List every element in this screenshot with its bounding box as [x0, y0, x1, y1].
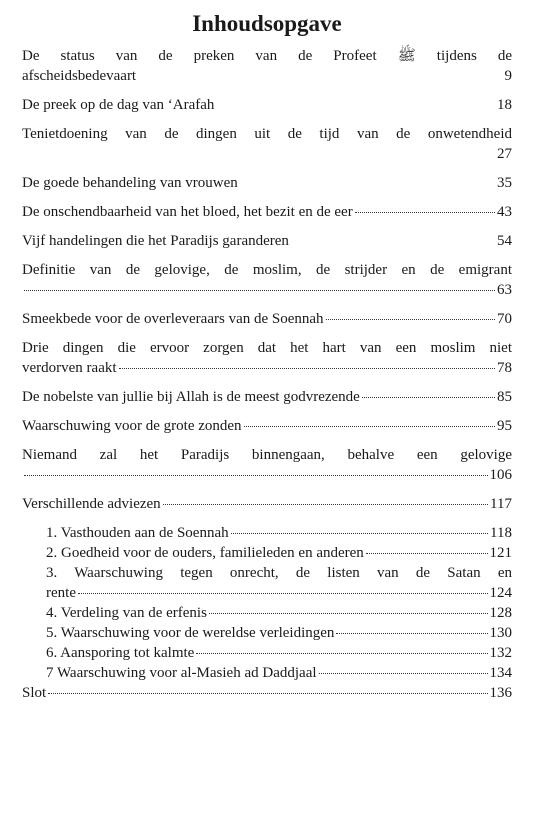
- page-number: 70: [497, 311, 512, 327]
- dot-leader: [196, 653, 487, 654]
- toc-entry[interactable]: [22, 563, 512, 603]
- dot-leader: [209, 613, 488, 614]
- toc-entry[interactable]: [22, 623, 512, 643]
- dot-leader: [362, 397, 495, 398]
- page-number: 54: [497, 233, 512, 249]
- entry-last-line: [22, 95, 512, 115]
- page-number: 43: [497, 204, 512, 220]
- entry-last-line: [22, 387, 512, 407]
- toc-entry[interactable]: [22, 643, 512, 663]
- dot-leader: [231, 533, 488, 534]
- entry-title-line: De status van de preken van de Profeet ﷺ tijdens de: [22, 48, 512, 64]
- entry-title-line: verdorven raakt: [22, 360, 117, 376]
- entry-last-line: [22, 416, 512, 436]
- entry-line: [22, 445, 512, 465]
- page-number: 85: [497, 389, 512, 405]
- entry-last-line: [46, 663, 512, 683]
- entry-title-line: 7 Waarschuwing voor al-Masieh ad Daddjaal: [46, 665, 317, 681]
- toc-entry[interactable]: [22, 494, 512, 514]
- page-number: 136: [489, 685, 512, 701]
- toc-entry[interactable]: [22, 95, 512, 115]
- entry-title-line: Niemand zal het Paradijs binnengaan, behalve een gelovige: [22, 447, 512, 463]
- entry-line: [22, 338, 512, 358]
- dot-leader: [326, 319, 495, 320]
- entry-last-line: [22, 494, 512, 514]
- entry-line: [22, 124, 512, 144]
- page-number: 18: [497, 97, 512, 113]
- entry-title-line: De nobelste van jullie bij Allah is de meest godvrezende: [22, 389, 360, 405]
- page-number: 134: [489, 665, 512, 681]
- toc-entry[interactable]: [22, 603, 512, 623]
- entry-title-line: 2. Goedheid voor de ouders, familieleden en anderen: [46, 545, 364, 561]
- page-number: 78: [497, 360, 512, 376]
- entry-title-line: 1. Vasthouden aan de Soennah: [46, 525, 229, 541]
- toc-entry[interactable]: [22, 173, 512, 193]
- page-number: 9: [504, 68, 512, 84]
- dot-leader: [24, 290, 495, 291]
- entry-title-line: De goede behandeling van vrouwen: [22, 175, 238, 191]
- dot-leader: [163, 504, 488, 505]
- page-number: 63: [497, 282, 512, 298]
- page-number: 124: [489, 585, 512, 601]
- entry-title-line: Definitie van de gelovige, de moslim, de strijder en de emigrant: [22, 262, 512, 278]
- entry-last-line: [46, 583, 512, 603]
- toc-entry[interactable]: [22, 663, 512, 683]
- entry-last-line: [46, 603, 512, 623]
- dot-leader: [24, 475, 488, 476]
- page-number: 121: [489, 545, 512, 561]
- dot-leader: [366, 553, 488, 554]
- page-number: 128: [489, 605, 512, 621]
- toc-entry[interactable]: [22, 202, 512, 222]
- entry-title-line: Waarschuwing voor de grote zonden: [22, 418, 242, 434]
- page-number: 106: [489, 467, 512, 483]
- entry-title-line: Tenietdoening van de dingen uit de tijd van de onwetendheid: [22, 126, 512, 142]
- entry-title-line: 6. Aansporing tot kalmte: [46, 645, 195, 661]
- entry-title-line: rente: [46, 585, 76, 601]
- page-number: 132: [489, 645, 512, 661]
- entry-last-line: [46, 643, 512, 663]
- toc-entry[interactable]: [22, 416, 512, 436]
- entry-last-line: [46, 543, 512, 563]
- entry-line: [46, 563, 512, 583]
- toc-entry[interactable]: [22, 309, 512, 329]
- dot-leader: [48, 693, 487, 694]
- page-number: 130: [489, 625, 512, 641]
- entry-title-line: Smeekbede voor de overleveraars van de Soennah: [22, 311, 324, 327]
- dot-leader: [355, 212, 495, 213]
- entry-title-line: De preek op de dag van ‘Arafah: [22, 97, 215, 113]
- entry-last-line: [22, 465, 512, 485]
- entry-last-line: [22, 231, 512, 251]
- toc-entry[interactable]: [22, 445, 512, 485]
- entry-last-line: [22, 683, 512, 703]
- entry-line: [22, 260, 512, 280]
- dot-leader: [336, 633, 487, 634]
- entry-last-line: [22, 202, 512, 222]
- toc-entry[interactable]: [22, 231, 512, 251]
- entry-title-line: Slot: [22, 685, 47, 701]
- entry-last-line: [22, 66, 512, 86]
- page-number: 27: [497, 146, 512, 162]
- entry-last-line: [46, 623, 512, 643]
- toc-title: Inhoudsopgave: [192, 11, 342, 36]
- toc-entry[interactable]: [22, 338, 512, 378]
- toc-page: [22, 0, 512, 703]
- dot-leader: [78, 593, 488, 594]
- entry-title-line: afscheidsbedevaart: [22, 68, 137, 84]
- toc-entry[interactable]: [22, 523, 512, 543]
- toc-entry[interactable]: [22, 260, 512, 300]
- entry-line: [22, 46, 512, 66]
- toc-entry[interactable]: [22, 543, 512, 563]
- toc-entry[interactable]: [22, 46, 512, 86]
- page-number: 95: [497, 418, 512, 434]
- page-number: 118: [490, 525, 512, 541]
- entry-title-line: Drie dingen die ervoor zorgen dat het hart van een moslim niet: [22, 340, 512, 356]
- dot-leader: [319, 673, 488, 674]
- entry-title-line: Vijf handelingen die het Paradijs garanderen: [22, 233, 289, 249]
- dot-leader: [244, 426, 495, 427]
- entry-title-line: 5. Waarschuwing voor de wereldse verleidingen: [46, 625, 335, 641]
- toc-entry[interactable]: [22, 124, 512, 164]
- toc-list: [22, 46, 512, 703]
- entry-last-line: [22, 280, 512, 300]
- page-number: 117: [490, 496, 512, 512]
- entry-last-line: [22, 358, 512, 378]
- entry-title-line: 4. Verdeling van de erfenis: [46, 605, 207, 621]
- entry-title-line: Verschillende adviezen: [22, 496, 161, 512]
- entry-last-line: [46, 523, 512, 543]
- entry-title-line: De onschendbaarheid van het bloed, het bezit en de eer: [22, 204, 353, 220]
- entry-last-line: [22, 309, 512, 329]
- page-number: 35: [497, 175, 512, 191]
- entry-last-line: [22, 144, 512, 164]
- entry-title-line: 3. Waarschuwing tegen onrecht, de listen van de Satan en: [46, 565, 512, 581]
- toc-entry[interactable]: [22, 387, 512, 407]
- dot-leader: [119, 368, 495, 369]
- toc-entry[interactable]: [22, 683, 512, 703]
- entry-last-line: [22, 173, 512, 193]
